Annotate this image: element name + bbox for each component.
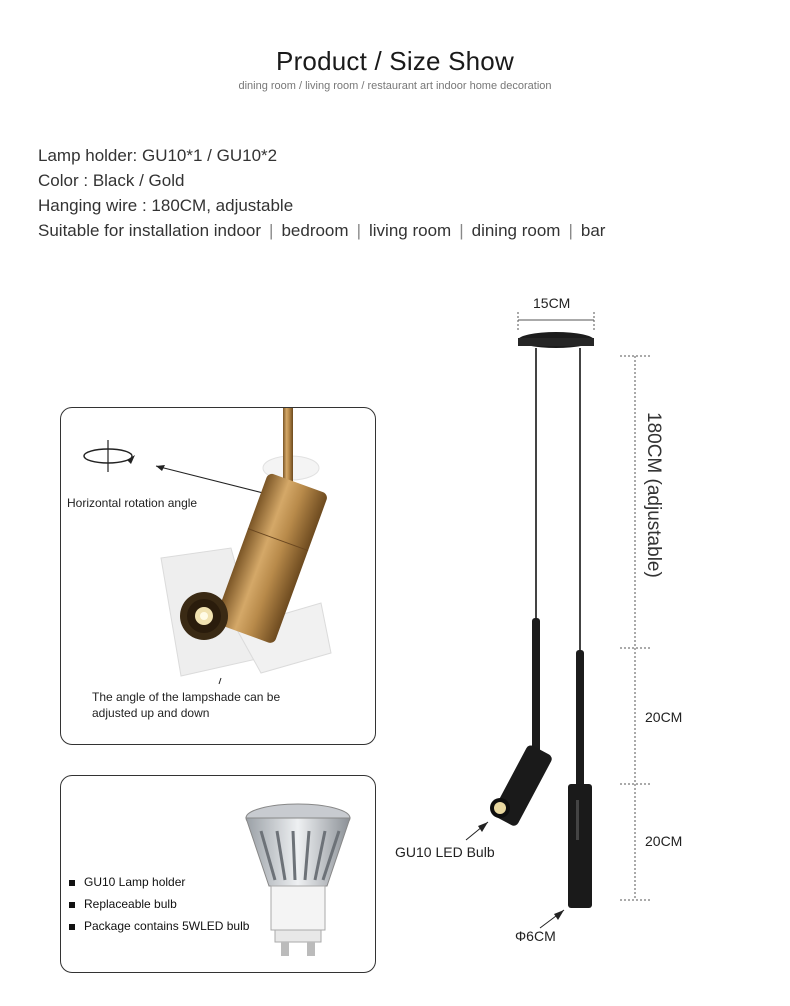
spec-lamp-holder	[38, 146, 277, 166]
place-bar: bar	[580, 221, 606, 240]
black-cylinder-lamp-icon	[568, 784, 592, 908]
feature-package	[69, 919, 249, 933]
spec-hanging-wire	[38, 196, 293, 216]
spec-value: GU10*1 / GU10*2	[141, 146, 278, 165]
place-living-room: living room	[368, 221, 452, 240]
spec-value: Black / Gold	[92, 171, 185, 190]
bulb-label: GU10 LED Bulb	[395, 844, 495, 860]
separator: |	[459, 221, 464, 240]
feature-label: Package contains 5WLED bulb	[84, 919, 250, 933]
horizontal-rotation-icon	[84, 440, 135, 472]
angle-label-line2: adjusted up and down	[92, 706, 210, 720]
place-bedroom: bedroom	[281, 221, 349, 240]
separator: |	[356, 221, 361, 240]
feature-label: GU10 Lamp holder	[84, 875, 186, 889]
separator: |	[568, 221, 573, 240]
gu10-bulb-icon	[61, 776, 375, 972]
segment-upper-label: 20CM	[645, 709, 683, 725]
spec-value: 180CM, adjustable	[151, 196, 294, 215]
spec-color	[38, 171, 184, 191]
bullet-icon	[69, 880, 75, 886]
diameter-label: Φ6CM	[515, 928, 556, 944]
feature-label: Replaceable bulb	[84, 897, 177, 911]
rotation-card	[60, 407, 376, 745]
bullet-icon	[69, 924, 75, 930]
suitable-label: Suitable for installation indoor	[38, 221, 262, 240]
bulb-card	[60, 775, 376, 973]
segment-lower-label: 20CM	[645, 833, 683, 849]
canopy-width-label: 15CM	[533, 295, 571, 311]
spec-label: Color :	[38, 171, 89, 190]
spec-label: Hanging wire :	[38, 196, 147, 215]
spec-label: Lamp holder:	[38, 146, 138, 165]
feature-replaceable	[69, 897, 177, 911]
horizontal-rotation-label: Horizontal rotation angle	[67, 496, 198, 510]
angle-label-line1: The angle of the lampshade can be	[92, 690, 281, 704]
page-title: Product / Size Show	[276, 46, 514, 76]
separator: |	[269, 221, 274, 240]
place-dining-room: dining room	[471, 221, 561, 240]
page-subtitle: dining room / living room / restaurant art indoor home decoration	[238, 80, 552, 92]
wire-length-label: 180CM (adjustable)	[643, 412, 664, 578]
spec-suitable	[38, 221, 605, 241]
bullet-icon	[69, 902, 75, 908]
feature-gu10-holder	[69, 875, 185, 889]
